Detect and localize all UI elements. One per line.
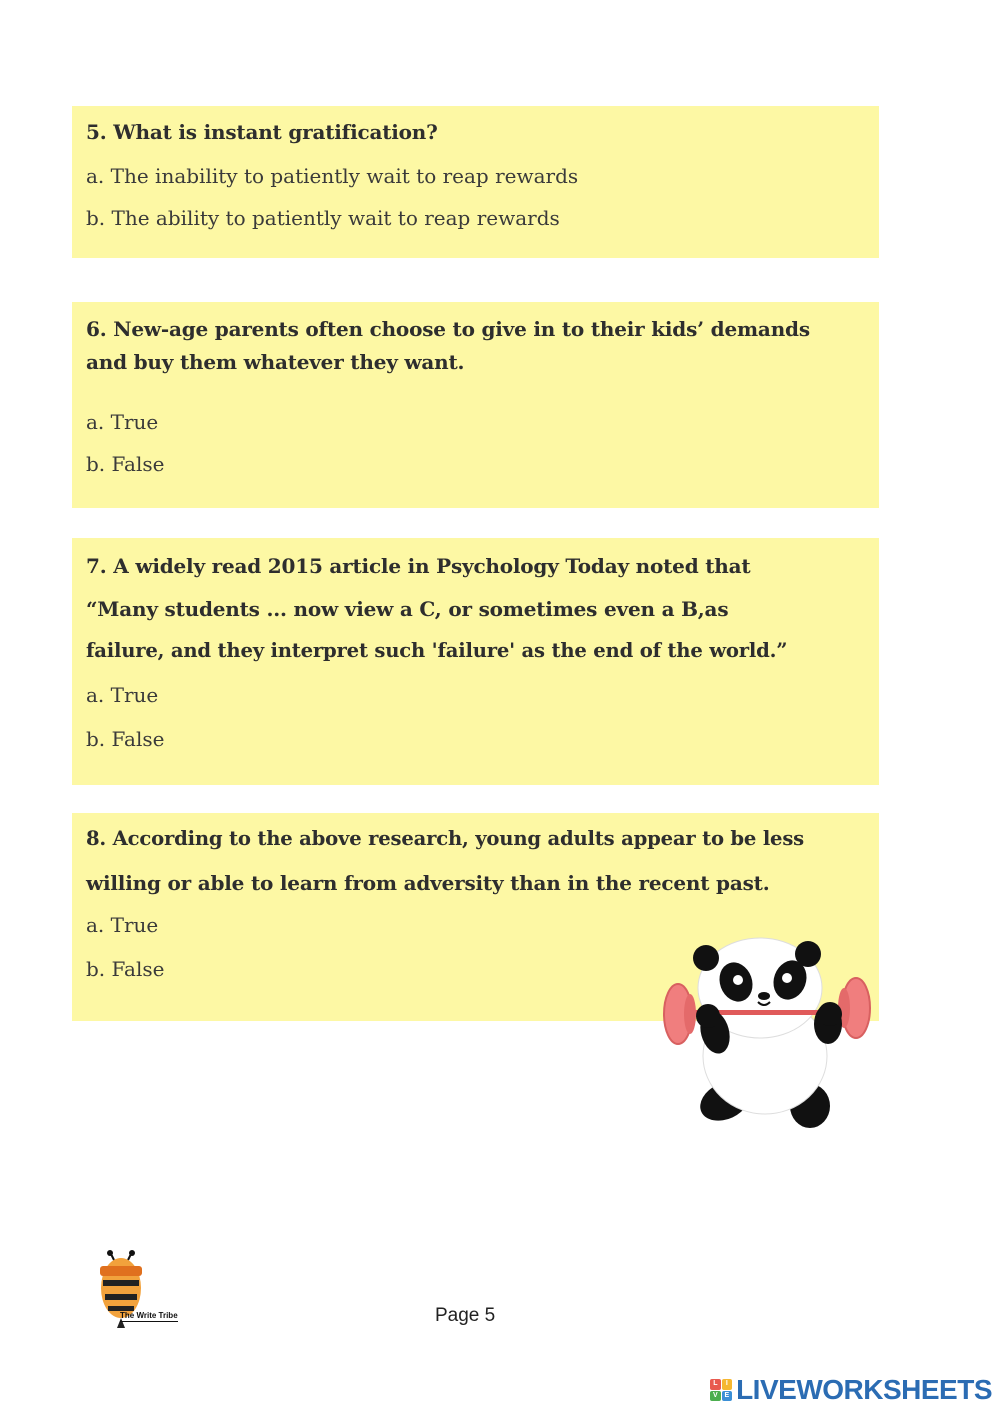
question-text-line-1: 6. New-age parents often choose to give in to their kids’ demands (86, 317, 810, 341)
question-text-line-1: 7. A widely read 2015 article in Psychology Today noted that (86, 554, 751, 578)
brand-icon-letter: E (722, 1391, 733, 1402)
option-b[interactable]: b. False (86, 452, 165, 476)
question-text: 5. What is instant gratification? (86, 120, 438, 144)
option-a[interactable]: a. True (86, 410, 159, 434)
question-card-5 (72, 106, 879, 258)
question-card-7 (72, 538, 879, 785)
option-b[interactable]: b. The ability to patiently wait to reap rewards (86, 206, 560, 230)
option-a[interactable]: a. The inability to patiently wait to reap rewards (86, 164, 579, 188)
brand-name: LIVEWORKSHEETS (736, 1374, 992, 1405)
page-number: Page 5 (435, 1305, 496, 1326)
question-text-line-2: “Many students ... now view a C, or sometimes even a B,as (86, 597, 729, 621)
question-text-line-1: 8. According to the above research, young adults appear to be less (86, 827, 804, 850)
option-b[interactable]: b. False (86, 727, 165, 751)
liveworksheets-icon (710, 1379, 732, 1401)
option-a[interactable]: a. True (86, 913, 159, 937)
question-card-6 (72, 302, 879, 508)
panda-lifting-barbell-icon (660, 936, 882, 1132)
question-text-line-2: willing or able to learn from adversity than in the recent past. (86, 871, 770, 895)
logo-caption: The Write Tribe (120, 1311, 178, 1320)
brand-icon-letter: I (722, 1379, 733, 1390)
liveworksheets-brand[interactable] (710, 1374, 992, 1406)
brand-icon-letter: V (710, 1391, 721, 1402)
question-text-line-2: and buy them whatever they want. (86, 350, 465, 374)
option-b[interactable]: b. False (86, 957, 165, 981)
option-a[interactable]: a. True (86, 683, 159, 707)
brand-icon-letter: L (710, 1379, 721, 1390)
question-text-line-3: failure, and they interpret such 'failure' as the end of the world.” (86, 639, 788, 662)
